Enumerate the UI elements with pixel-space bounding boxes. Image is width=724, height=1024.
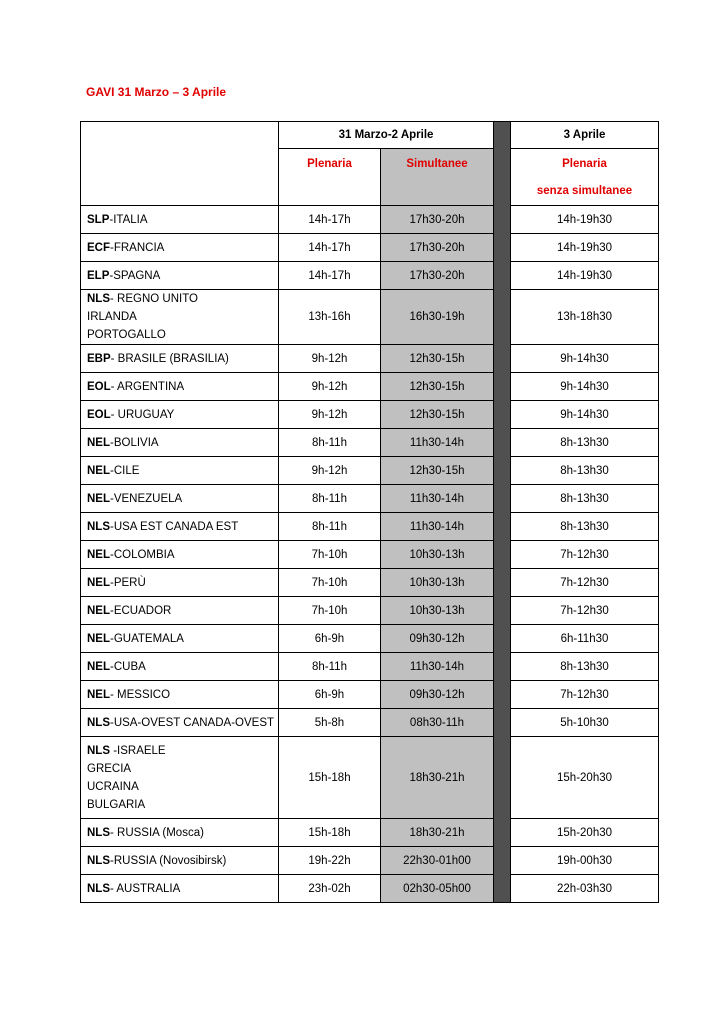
table-row [81, 206, 659, 234]
country-name: UCRAINA [87, 780, 139, 793]
table-row [81, 513, 659, 541]
country-name: - AUSTRALIA [110, 882, 181, 895]
country-cell [81, 681, 279, 709]
country-name: -FRANCIA [110, 241, 165, 254]
school-code: ECF [87, 241, 110, 254]
school-code: NLS [87, 826, 110, 839]
country-name: - REGNO UNITO [110, 293, 198, 305]
country-name: -BOLIVIA [110, 436, 159, 449]
aprile3-time: 9h-14h30 [511, 401, 659, 429]
table-row [81, 457, 659, 485]
country-cell [81, 737, 279, 819]
plenaria-time: 6h-9h [279, 625, 381, 653]
country-name: -GUATEMALA [110, 632, 184, 645]
country-name: -VENEZUELA [110, 492, 183, 505]
table-row [81, 401, 659, 429]
table-row [81, 625, 659, 653]
table-row [81, 262, 659, 290]
country-cell [81, 262, 279, 290]
school-code: NLS [87, 854, 110, 867]
table-row [81, 290, 659, 345]
aprile3-time: 7h-12h30 [511, 541, 659, 569]
plenaria-time: 7h-10h [279, 541, 381, 569]
aprile3-time: 15h-20h30 [511, 819, 659, 847]
aprile3-time: 14h-19h30 [511, 206, 659, 234]
simultanee-time: 11h30-14h [381, 485, 494, 513]
table-row [81, 653, 659, 681]
country-cell [81, 373, 279, 401]
school-code: NEL [87, 436, 110, 449]
simultanee-time: 12h30-15h [381, 373, 494, 401]
table-row [81, 681, 659, 709]
simultanee-time: 09h30-12h [381, 681, 494, 709]
simultanee-time: 08h30-11h [381, 709, 494, 737]
country-name: IRLANDA [87, 311, 137, 323]
school-code: NEL [87, 576, 110, 589]
plenaria-time: 13h-16h [279, 290, 381, 345]
header-group-3aprile: 3 Aprile [511, 122, 659, 149]
aprile3-time: 7h-12h30 [511, 597, 659, 625]
plenaria-time: 8h-11h [279, 485, 381, 513]
simultanee-time: 17h30-20h [381, 262, 494, 290]
simultanee-time: 18h30-21h [381, 737, 494, 819]
country-cell [81, 206, 279, 234]
aprile3-time: 8h-13h30 [511, 653, 659, 681]
country-name: -CUBA [110, 660, 146, 673]
country-name: BULGARIA [87, 798, 146, 811]
school-code: EOL [87, 408, 111, 421]
country-name: - ARGENTINA [110, 380, 185, 393]
table-row [81, 429, 659, 457]
country-name: -ECUADOR [110, 604, 172, 617]
school-code: NEL [87, 660, 110, 673]
table-row [81, 709, 659, 737]
plenaria-time: 9h-12h [279, 373, 381, 401]
header-plenaria [279, 149, 381, 206]
simultanee-time: 12h30-15h [381, 457, 494, 485]
aprile3-time: 8h-13h30 [511, 485, 659, 513]
aprile3-time: 8h-13h30 [511, 513, 659, 541]
school-code: NEL [87, 464, 110, 477]
country-cell [81, 401, 279, 429]
country-cell [81, 429, 279, 457]
plenaria-time: 9h-12h [279, 457, 381, 485]
aprile3-time: 14h-19h30 [511, 262, 659, 290]
simultanee-time: 17h30-20h [381, 206, 494, 234]
country-cell [81, 625, 279, 653]
country-cell [81, 597, 279, 625]
table-row [81, 875, 659, 903]
aprile3-time: 8h-13h30 [511, 429, 659, 457]
aprile3-time: 13h-18h30 [511, 290, 659, 345]
country-cell [81, 819, 279, 847]
header-group-31marzo: 31 Marzo-2 Aprile [279, 122, 494, 149]
simultanee-time: 10h30-13h [381, 597, 494, 625]
header-blank-cell [81, 122, 279, 206]
country-cell [81, 345, 279, 373]
table-row [81, 847, 659, 875]
country-cell [81, 875, 279, 903]
simultanee-time: 12h30-15h [381, 401, 494, 429]
country-name: -SPAGNA [109, 269, 161, 282]
simultanee-time: 09h30-12h [381, 625, 494, 653]
plenaria-time: 14h-17h [279, 206, 381, 234]
table-row [81, 569, 659, 597]
plenaria-time: 7h-10h [279, 569, 381, 597]
school-code: NLS [87, 744, 110, 757]
country-name: - MESSICO [110, 688, 171, 701]
header-plenaria2-label: Plenaria [562, 158, 607, 170]
aprile3-time: 15h-20h30 [511, 737, 659, 819]
plenaria-time: 6h-9h [279, 681, 381, 709]
simultanee-time: 22h30-01h00 [381, 847, 494, 875]
country-name: -CILE [110, 464, 140, 477]
school-code: NLS [87, 293, 110, 305]
school-code: NEL [87, 604, 110, 617]
aprile3-time: 14h-19h30 [511, 234, 659, 262]
table-row [81, 819, 659, 847]
country-name: - RUSSIA (Mosca) [110, 826, 204, 839]
aprile3-time: 7h-12h30 [511, 681, 659, 709]
aprile3-time: 19h-00h30 [511, 847, 659, 875]
simultanee-time: 02h30-05h00 [381, 875, 494, 903]
simultanee-time: 11h30-14h [381, 653, 494, 681]
aprile3-time: 7h-12h30 [511, 569, 659, 597]
header-row-1 [81, 122, 659, 149]
simultanee-time: 18h30-21h [381, 819, 494, 847]
country-name: -COLOMBIA [110, 548, 175, 561]
country-cell [81, 513, 279, 541]
simultanee-time: 11h30-14h [381, 429, 494, 457]
country-name: GRECIA [87, 762, 132, 775]
country-name: -ITALIA [109, 213, 148, 226]
page-title: GAVI 31 Marzo – 3 Aprile [86, 85, 227, 99]
plenaria-time: 8h-11h [279, 513, 381, 541]
country-name: -USA EST CANADA EST [110, 520, 239, 533]
country-cell [81, 653, 279, 681]
plenaria-time: 15h-18h [279, 819, 381, 847]
school-code: EBP [87, 352, 111, 365]
country-name: - URUGUAY [110, 408, 175, 421]
column-divider [494, 122, 511, 903]
aprile3-time: 9h-14h30 [511, 345, 659, 373]
school-code: NEL [87, 632, 110, 645]
table-row [81, 737, 659, 819]
header-simultanee-label: Simultanee [406, 158, 468, 170]
simultanee-time: 17h30-20h [381, 234, 494, 262]
plenaria-time: 19h-22h [279, 847, 381, 875]
country-name: - BRASILE (BRASILIA) [110, 352, 229, 365]
school-code: NEL [87, 548, 110, 561]
country-cell [81, 569, 279, 597]
school-code: SLP [87, 213, 110, 226]
schedule-table [80, 121, 659, 903]
aprile3-time: 6h-11h30 [511, 625, 659, 653]
plenaria-time: 5h-8h [279, 709, 381, 737]
country-cell [81, 847, 279, 875]
simultanee-time: 10h30-13h [381, 541, 494, 569]
plenaria-time: 9h-12h [279, 345, 381, 373]
school-code: NLS [87, 716, 110, 729]
plenaria-time: 14h-17h [279, 262, 381, 290]
header-senza-label: senza simultanee [536, 185, 633, 197]
plenaria-time: 7h-10h [279, 597, 381, 625]
table-row [81, 234, 659, 262]
country-name: PORTOGALLO [87, 329, 166, 341]
plenaria-time: 8h-11h [279, 429, 381, 457]
plenaria-time: 15h-18h [279, 737, 381, 819]
country-cell [81, 234, 279, 262]
country-cell [81, 457, 279, 485]
simultanee-time: 11h30-14h [381, 513, 494, 541]
country-name: -ISRAELE [110, 744, 166, 757]
school-code: EOL [87, 380, 111, 393]
table-row [81, 541, 659, 569]
header-plenaria-senza [511, 149, 659, 206]
table-row [81, 373, 659, 401]
school-code: ELP [87, 269, 110, 282]
table-row [81, 485, 659, 513]
school-code: NEL [87, 492, 110, 505]
school-code: NLS [87, 882, 110, 895]
country-name: -USA-OVEST CANADA-OVEST [110, 716, 275, 729]
header-simultanee [381, 149, 494, 206]
country-name: -RUSSIA (Novosibirsk) [110, 854, 227, 867]
country-name: -PERÙ [110, 576, 146, 589]
country-cell [81, 541, 279, 569]
header-plenaria-label: Plenaria [307, 158, 352, 170]
table-row [81, 597, 659, 625]
simultanee-time: 16h30-19h [381, 290, 494, 345]
aprile3-time: 5h-10h30 [511, 709, 659, 737]
school-code: NEL [87, 688, 110, 701]
plenaria-time: 23h-02h [279, 875, 381, 903]
plenaria-time: 8h-11h [279, 653, 381, 681]
plenaria-time: 14h-17h [279, 234, 381, 262]
table-row [81, 345, 659, 373]
plenaria-time: 9h-12h [279, 401, 381, 429]
country-cell [81, 709, 279, 737]
country-cell [81, 485, 279, 513]
aprile3-time: 22h-03h30 [511, 875, 659, 903]
simultanee-time: 12h30-15h [381, 345, 494, 373]
simultanee-time: 10h30-13h [381, 569, 494, 597]
country-cell [81, 290, 279, 345]
school-code: NLS [87, 520, 110, 533]
aprile3-time: 9h-14h30 [511, 373, 659, 401]
aprile3-time: 8h-13h30 [511, 457, 659, 485]
